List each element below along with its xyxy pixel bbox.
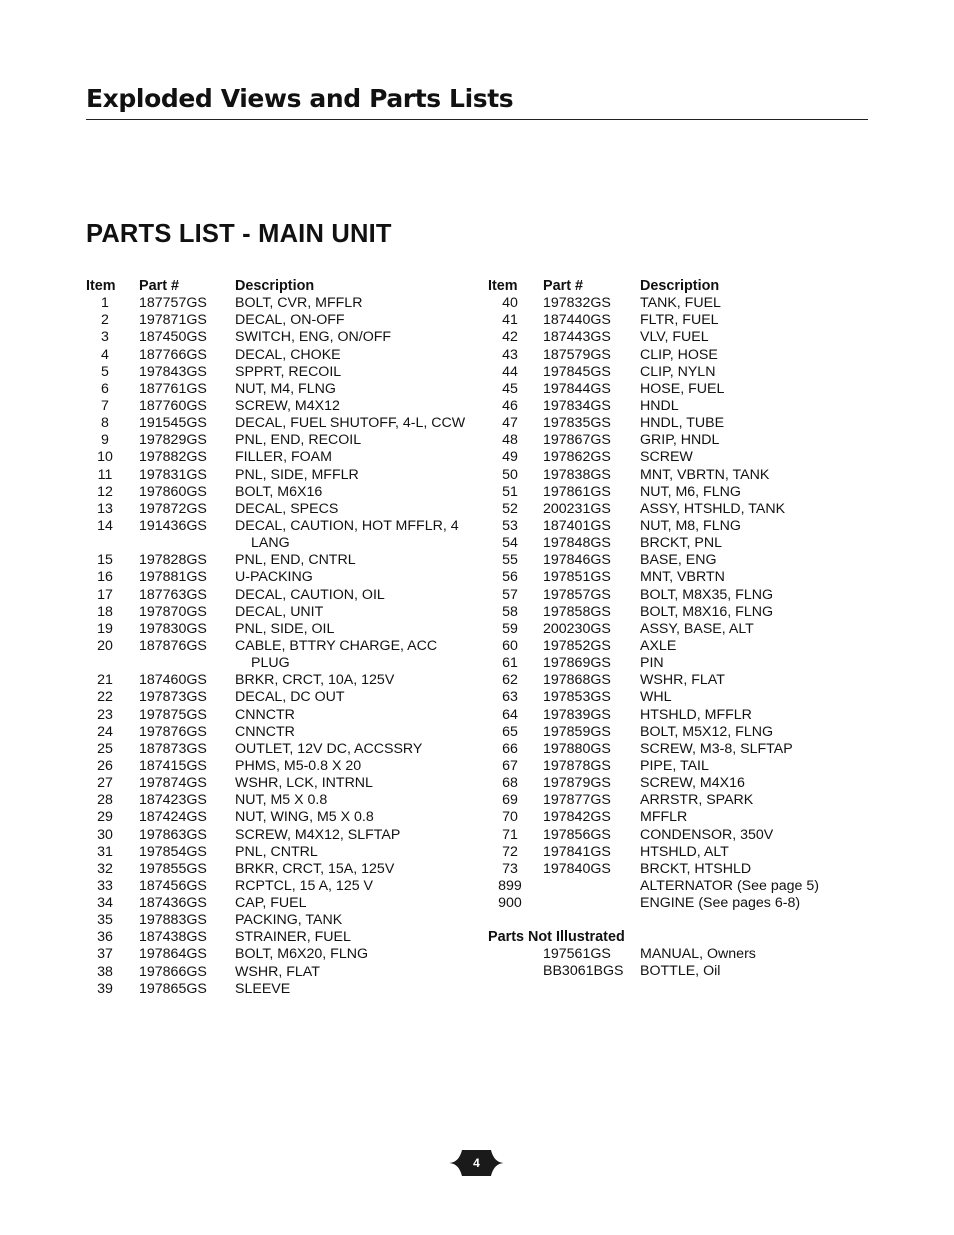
- part-number: 187761GS: [139, 380, 207, 397]
- item-number: 29: [97, 809, 113, 826]
- item-number: 11: [97, 466, 113, 483]
- part-description: SCREW, M3-8, SLFTAP: [640, 740, 793, 757]
- header-item: Item: [86, 278, 116, 294]
- table-row: [488, 603, 773, 621]
- part-number: 197878GS: [543, 757, 611, 774]
- header-part: Part #: [139, 278, 179, 294]
- item-number: 3: [101, 329, 109, 346]
- part-number: 197842GS: [543, 809, 611, 826]
- item-number: 73: [502, 860, 518, 877]
- part-number: 197866GS: [139, 963, 207, 980]
- table-row: [488, 363, 716, 381]
- item-number: 58: [502, 603, 518, 620]
- part-number: 197874GS: [139, 775, 207, 792]
- part-number: 197840GS: [543, 860, 611, 877]
- part-description: BOLT, M8X35, FLNG: [640, 586, 773, 603]
- table-row: [488, 295, 721, 312]
- item-number: 54: [502, 535, 518, 552]
- part-number: 197831GS: [139, 466, 207, 483]
- table-row: [488, 483, 741, 501]
- part-description: NUT, M6, FLNG: [640, 483, 741, 500]
- part-description: BASE, ENG: [640, 552, 717, 569]
- item-number: 36: [97, 929, 113, 946]
- part-description: CONDENSOR, 350V: [640, 826, 774, 843]
- spacer: [488, 912, 625, 929]
- parts-table-right: [488, 278, 819, 981]
- part-description: HOSE, FUEL: [640, 380, 725, 397]
- table-row: [488, 415, 725, 432]
- item-number: 33: [97, 877, 113, 894]
- part-number: 197857GS: [543, 586, 611, 603]
- table-row: [488, 569, 725, 586]
- item-number: 10: [97, 449, 113, 466]
- item-number: 39: [97, 980, 113, 997]
- header-part: Part #: [543, 278, 583, 294]
- part-description: CLIP, NYLN: [640, 363, 716, 380]
- part-number: 197841GS: [543, 843, 611, 860]
- part-number: 187423GS: [139, 792, 207, 809]
- part-number: 197879GS: [543, 775, 611, 792]
- part-description: PNL, CNTRL: [235, 843, 318, 860]
- part-description: BRCKT, HTSHLD: [640, 860, 752, 877]
- item-number: 6: [101, 380, 109, 397]
- part-number: 187766GS: [139, 346, 207, 363]
- item-number: 66: [502, 740, 518, 757]
- item-number: 25: [97, 740, 113, 757]
- part-number: 187450GS: [139, 329, 207, 346]
- part-number: 197852GS: [543, 637, 611, 654]
- part-number: 197860GS: [139, 483, 207, 500]
- table-row: [488, 655, 664, 672]
- part-description: CAP, FUEL: [235, 895, 307, 912]
- part-number: 197859GS: [543, 723, 611, 740]
- item-number: 21: [97, 672, 113, 689]
- table-row: [488, 380, 725, 398]
- part-description: DECAL, SPECS: [235, 500, 339, 517]
- part-number: 197881GS: [139, 569, 207, 586]
- item-number: 38: [97, 963, 113, 980]
- part-description: SCREW, M4X12: [235, 397, 340, 414]
- table-row: [488, 689, 672, 706]
- item-number: 12: [97, 483, 113, 500]
- part-number: 197839GS: [543, 706, 611, 723]
- part-description: SCREW, M4X16: [640, 775, 745, 792]
- item-number: 28: [97, 792, 113, 809]
- part-number: 197829GS: [139, 432, 207, 449]
- item-number: 49: [502, 449, 518, 466]
- item-number: 71: [502, 826, 518, 843]
- part-number: 197845GS: [543, 363, 611, 380]
- part-description: BRKR, CRCT, 10A, 125V: [235, 672, 395, 689]
- part-number: 197872GS: [139, 500, 207, 517]
- part-description: SCREW, M4X12, SLFTAP: [235, 826, 401, 843]
- part-number: 197828GS: [139, 552, 207, 569]
- part-number: 187443GS: [543, 329, 611, 346]
- part-number: 191436GS: [139, 517, 207, 534]
- part-description: BRCKT, PNL: [640, 535, 722, 552]
- page-number-badge: [448, 1150, 505, 1176]
- part-number: 187579GS: [543, 346, 611, 363]
- item-number: 24: [97, 723, 113, 740]
- header-description: Description: [235, 278, 315, 294]
- part-description: BRKR, CRCT, 15A, 125V: [235, 860, 395, 877]
- item-number: 15: [97, 552, 113, 569]
- item-number: 34: [97, 895, 113, 912]
- item-number: 64: [502, 706, 518, 723]
- table-header: [488, 278, 720, 295]
- part-description: BOLT, CVR, MFFLR: [235, 295, 363, 312]
- part-number: 197869GS: [543, 655, 611, 672]
- part-description: STRAINER, FUEL: [235, 929, 351, 946]
- part-description: FILLER, FOAM: [235, 449, 332, 466]
- part-description: OUTLET, 12V DC, ACCSSRY: [235, 740, 423, 757]
- part-description: ENGINE (See pages 6-8): [640, 895, 801, 912]
- item-number: 35: [97, 912, 113, 929]
- part-number: 197875GS: [139, 706, 207, 723]
- part-number: 197838GS: [543, 466, 611, 483]
- part-description: MFFLR: [640, 809, 688, 826]
- part-number: 197856GS: [543, 826, 611, 843]
- part-number: 187401GS: [543, 517, 611, 534]
- part-description: HNDL: [640, 397, 679, 414]
- item-number: 68: [502, 775, 518, 792]
- table-row: [488, 535, 722, 552]
- item-number: 900: [498, 895, 522, 912]
- item-number: 41: [502, 312, 518, 329]
- part-description: SPPRT, RECOIL: [235, 363, 342, 380]
- part-number: 197868GS: [543, 672, 611, 689]
- part-description: PACKING, TANK: [235, 912, 343, 929]
- part-number: 187460GS: [139, 672, 207, 689]
- table-row: [488, 792, 754, 809]
- part-description: FLTR, FUEL: [640, 312, 719, 329]
- item-number: 42: [502, 329, 518, 346]
- table-row: [488, 672, 725, 689]
- part-number: 197861GS: [543, 483, 611, 500]
- section-title: Exploded Views and Parts Lists: [86, 84, 514, 113]
- part-description: BOLT, M8X16, FLNG: [640, 603, 773, 620]
- header-description: Description: [640, 278, 720, 294]
- item-number: 61: [502, 655, 518, 672]
- table-row: [488, 877, 819, 895]
- item-number: 2: [101, 312, 109, 329]
- item-number: 23: [97, 706, 113, 723]
- part-description: CLIP, HOSE: [640, 346, 718, 363]
- item-number: 26: [97, 757, 113, 774]
- part-description: RCPTCL, 15 A, 125 V: [235, 877, 374, 894]
- part-description: BOLT, M6X20, FLNG: [235, 946, 368, 963]
- table-row: [488, 860, 752, 878]
- table-row: [488, 329, 709, 346]
- item-number: 9: [101, 432, 109, 449]
- part-description: PIPE, TAIL: [640, 757, 709, 774]
- part-number: 197855GS: [139, 860, 207, 877]
- part-description: MNT, VBRTN, TANK: [640, 466, 770, 483]
- part-number: 187876GS: [139, 637, 207, 654]
- item-number: 43: [502, 346, 518, 363]
- item-number: 44: [502, 363, 518, 380]
- table-row: [488, 620, 754, 638]
- part-description: PNL, SIDE, OIL: [235, 620, 335, 637]
- part-number: 187456GS: [139, 877, 207, 894]
- part-description: VLV, FUEL: [640, 329, 709, 346]
- part-number: 197853GS: [543, 689, 611, 706]
- part-description: PNL, END, RECOIL: [235, 432, 362, 449]
- table-row: [488, 809, 688, 826]
- item-number: 13: [97, 500, 113, 517]
- part-number: BB3061BGS: [543, 963, 624, 980]
- table-row: [488, 449, 693, 466]
- part-number: 187757GS: [139, 295, 207, 312]
- part-number: 197862GS: [543, 449, 611, 466]
- parts-not-illustrated-body: [488, 946, 756, 980]
- table-row: [488, 895, 801, 912]
- part-number: 187440GS: [543, 312, 611, 329]
- table-row: [488, 397, 679, 415]
- part-number: 197867GS: [543, 432, 611, 449]
- item-number: 67: [502, 757, 518, 774]
- part-number: 197843GS: [139, 363, 207, 380]
- part-number: 187415GS: [139, 757, 207, 774]
- part-description: SLEEVE: [235, 980, 291, 997]
- item-number: 5: [101, 363, 109, 380]
- item-number: 22: [97, 689, 113, 706]
- part-description: NUT, M8, FLNG: [640, 517, 741, 534]
- table-row: [488, 757, 709, 775]
- table-row: [488, 843, 729, 861]
- part-description: PIN: [640, 655, 664, 672]
- part-description: HTSHLD, ALT: [640, 843, 729, 860]
- item-number: 4: [101, 346, 109, 363]
- table-row: [488, 312, 719, 329]
- item-number: 45: [502, 380, 518, 397]
- part-number: 200231GS: [543, 500, 611, 517]
- part-description: ASSY, BASE, ALT: [640, 620, 754, 637]
- part-number: 197864GS: [139, 946, 207, 963]
- item-number: 16: [97, 569, 113, 586]
- part-number: 197846GS: [543, 552, 611, 569]
- part-description: DECAL, ON-OFF: [235, 312, 345, 329]
- part-description-continued: PLUG: [251, 655, 290, 672]
- item-number: 14: [97, 517, 113, 534]
- item-number: 27: [97, 775, 113, 792]
- part-description: ASSY, HTSHLD, TANK: [640, 500, 786, 517]
- table-row: [488, 963, 721, 980]
- item-number: 51: [502, 483, 518, 500]
- part-description: AXLE: [640, 637, 677, 654]
- part-description: SWITCH, ENG, ON/OFF: [235, 329, 392, 346]
- table-row: [488, 740, 793, 758]
- item-number: 18: [97, 603, 113, 620]
- item-number: 55: [502, 552, 518, 569]
- item-number: 40: [502, 295, 518, 312]
- part-number: 197865GS: [139, 980, 207, 997]
- part-description-continued: LANG: [251, 535, 290, 552]
- part-number: 197876GS: [139, 723, 207, 740]
- part-description: TANK, FUEL: [640, 295, 721, 312]
- table-row: [488, 432, 720, 449]
- part-description: PHMS, M5-0.8 X 20: [235, 757, 362, 774]
- part-number: 197854GS: [139, 843, 207, 860]
- table-row: [488, 723, 773, 741]
- item-number: 50: [502, 466, 518, 483]
- part-number: 187760GS: [139, 397, 207, 414]
- part-number: 197871GS: [139, 312, 207, 329]
- table-row: [488, 586, 773, 604]
- part-number: 197877GS: [543, 792, 611, 809]
- part-description: CNNCTR: [235, 706, 295, 723]
- part-number: 187436GS: [139, 895, 207, 912]
- item-number: 56: [502, 569, 518, 586]
- part-number: 187873GS: [139, 740, 207, 757]
- item-number: 53: [502, 517, 518, 534]
- title-rule: [86, 119, 868, 120]
- page-number: 4: [473, 1156, 480, 1170]
- part-description: WHL: [640, 689, 672, 706]
- part-description: HNDL, TUBE: [640, 415, 725, 432]
- part-description: WSHR, FLAT: [640, 672, 725, 689]
- part-number: 187763GS: [139, 586, 207, 603]
- part-description: PNL, SIDE, MFFLR: [235, 466, 359, 483]
- part-number: 197863GS: [139, 826, 207, 843]
- item-number: 46: [502, 397, 518, 414]
- table-row: [488, 552, 717, 569]
- part-number: 197844GS: [543, 380, 611, 397]
- table-row: [488, 775, 745, 792]
- part-number: 197882GS: [139, 449, 207, 466]
- item-number: 19: [97, 620, 113, 637]
- part-description: WSHR, LCK, INTRNL: [235, 775, 373, 792]
- part-number: 197880GS: [543, 740, 611, 757]
- part-description: NUT, M5 X 0.8: [235, 792, 328, 809]
- part-number: 197832GS: [543, 295, 611, 312]
- part-description: BOLT, M5X12, FLNG: [640, 723, 773, 740]
- part-description: U-PACKING: [235, 569, 313, 586]
- part-description: SCREW: [640, 449, 693, 466]
- part-description: NUT, M4, FLNG: [235, 380, 336, 397]
- part-description: DECAL, CHOKE: [235, 346, 341, 363]
- header-item: Item: [488, 278, 518, 294]
- item-number: 60: [502, 637, 518, 654]
- part-description: CABLE, BTTRY CHARGE, ACC: [235, 637, 438, 654]
- item-number: 69: [502, 792, 518, 809]
- part-description: DECAL, DC OUT: [235, 689, 345, 706]
- parts-list-title: PARTS LIST - MAIN UNIT: [86, 220, 392, 248]
- item-number: 62: [502, 672, 518, 689]
- part-number: 187424GS: [139, 809, 207, 826]
- part-number: 197858GS: [543, 603, 611, 620]
- item-number: 32: [97, 860, 113, 877]
- parts-not-illustrated-title: Parts Not Illustrated: [488, 929, 625, 946]
- table-row: [488, 637, 677, 655]
- part-number: 187438GS: [139, 929, 207, 946]
- item-number: 7: [101, 397, 109, 414]
- part-description: MNT, VBRTN: [640, 569, 725, 586]
- part-number: 197834GS: [543, 397, 611, 414]
- table-row: [488, 826, 774, 844]
- part-description: WSHR, FLAT: [235, 963, 320, 980]
- item-number: 48: [502, 432, 518, 449]
- table-row: [488, 946, 756, 963]
- part-description: DECAL, UNIT: [235, 603, 324, 620]
- part-description: ALTERNATOR (See page 5): [640, 877, 819, 894]
- part-number: 200230GS: [543, 620, 611, 637]
- table-row: [488, 517, 741, 535]
- parts-table-right-body: [488, 295, 819, 912]
- item-number: 47: [502, 415, 518, 432]
- part-description: CNNCTR: [235, 723, 295, 740]
- item-number: 17: [97, 586, 113, 603]
- item-number: 65: [502, 723, 518, 740]
- item-number: 8: [101, 415, 109, 432]
- table-row: [488, 346, 718, 364]
- part-number: 197848GS: [543, 535, 611, 552]
- item-number: 20: [97, 637, 113, 654]
- part-number: 191545GS: [139, 415, 207, 432]
- part-description: MANUAL, Owners: [640, 946, 756, 963]
- table-row: [488, 706, 752, 724]
- part-number: 197561GS: [543, 946, 611, 963]
- part-description: PNL, END, CNTRL: [235, 552, 356, 569]
- part-description: ARRSTR, SPARK: [640, 792, 754, 809]
- item-number: 63: [502, 689, 518, 706]
- part-description: BOLT, M6X16: [235, 483, 323, 500]
- item-number: 72: [502, 843, 518, 860]
- part-number: 197873GS: [139, 689, 207, 706]
- part-description: DECAL, FUEL SHUTOFF, 4-L, CCW: [235, 415, 466, 432]
- part-description: HTSHLD, MFFLR: [640, 706, 752, 723]
- part-description: DECAL, CAUTION, OIL: [235, 586, 385, 603]
- part-number: 197870GS: [139, 603, 207, 620]
- part-number: 197830GS: [139, 620, 207, 637]
- table-row: [488, 500, 786, 518]
- part-number: 197851GS: [543, 569, 611, 586]
- part-number: 197883GS: [139, 912, 207, 929]
- item-number: 37: [97, 946, 113, 963]
- item-number: 1: [101, 295, 109, 312]
- part-description: DECAL, CAUTION, HOT MFFLR, 4: [235, 517, 459, 534]
- table-row: [488, 466, 770, 484]
- part-description: NUT, WING, M5 X 0.8: [235, 809, 374, 826]
- item-number: 31: [97, 843, 113, 860]
- item-number: 57: [502, 586, 518, 603]
- item-number: 70: [502, 809, 518, 826]
- item-number: 52: [502, 500, 518, 517]
- item-number: 899: [498, 877, 522, 894]
- part-description: BOTTLE, Oil: [640, 963, 721, 980]
- part-description: GRIP, HNDL: [640, 432, 720, 449]
- item-number: 59: [502, 620, 518, 637]
- item-number: 30: [97, 826, 113, 843]
- part-number: 197835GS: [543, 415, 611, 432]
